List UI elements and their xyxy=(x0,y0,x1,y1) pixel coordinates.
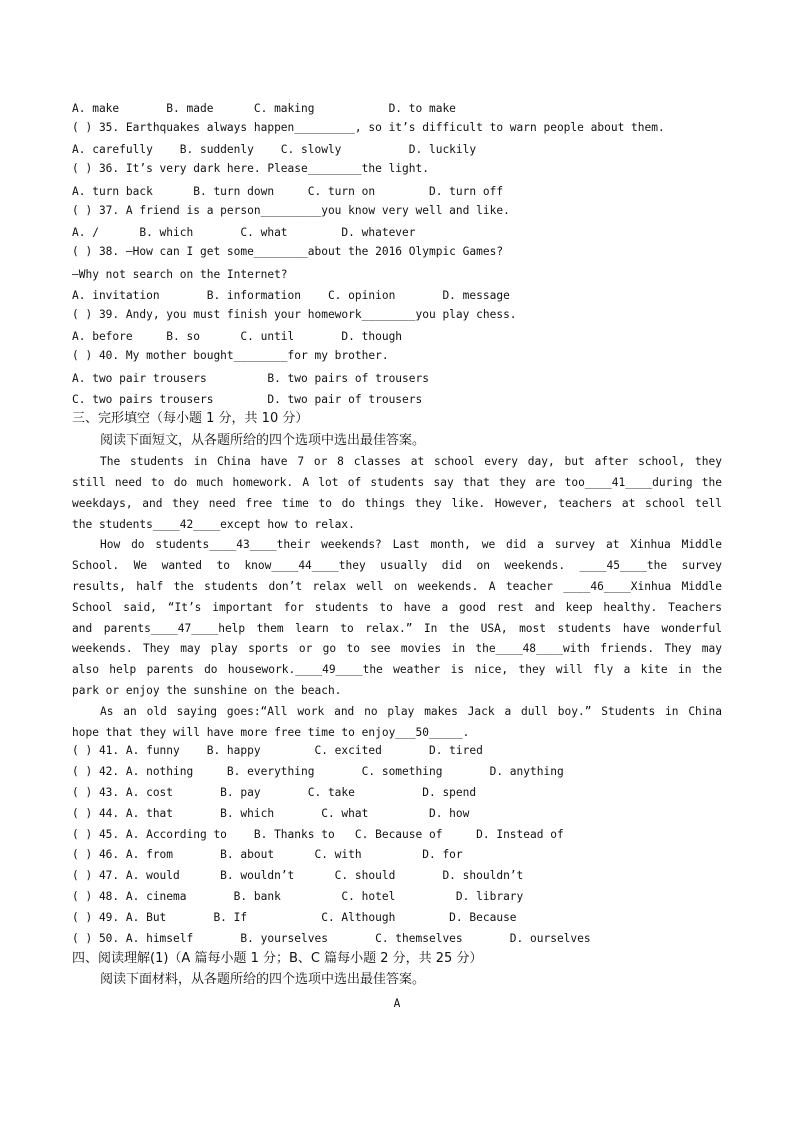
passage-line: weekdays, and they need free time to do things they like. However, teachers at school tell xyxy=(72,497,722,510)
passage-line: also help parents do housework.____49____the weather is nice, they will fly a kite in the xyxy=(72,663,722,676)
passage-line: still need to do much homework. A lot of students say that they are too____41____during the xyxy=(72,476,722,489)
passage-line: the students____42____except how to relax. xyxy=(72,518,355,531)
cloze-option-row: ( ) 43. A. cost B. pay C. take D. spend xyxy=(72,786,477,799)
q37-options: A. / B. which C. what D. whatever xyxy=(72,226,416,239)
q38-stem: ( ) 38. —How can I get some________about the 2016 Olympic Games? xyxy=(72,245,504,258)
q38-options: A. invitation B. information C. opinion D. message xyxy=(72,289,510,302)
passage-line: hope that they will have more free time to enjoy___50_____. xyxy=(72,726,470,739)
q39-stem: ( ) 39. Andy, you must finish your homework________you play chess. xyxy=(72,308,517,321)
passage-a-label: A xyxy=(393,997,401,1010)
passage-line: The students in China have 7 or 8 classes at school every day, but after school, they xyxy=(100,455,722,468)
passage-line: How do students____43____their weekends? Last month, we did a survey at Xinhua Middle xyxy=(100,538,722,551)
q35-options: A. carefully B. suddenly C. slowly D. luckily xyxy=(72,143,477,156)
cloze-option-row: ( ) 41. A. funny B. happy C. excited D. tired xyxy=(72,744,483,757)
cloze-option-row: ( ) 47. A. would B. wouldn’t C. should D. shouldn’t xyxy=(72,869,524,882)
passage-line: and parents____47____help them learn to relax.” In the USA, most students have wonderful xyxy=(72,622,722,635)
cloze-option-row: ( ) 44. A. that B. which C. what D. how xyxy=(72,807,470,820)
passage-line: results, half the students don’t relax well on weekends. A teacher ____46____Xinhua Middle xyxy=(72,580,722,593)
section3-title: 三、完形填空（每小题 1 分，共 10 分） xyxy=(72,411,309,426)
q36-stem: ( ) 36. It’s very dark here. Please________the light. xyxy=(72,162,429,175)
q34-options: A. make B. made C. making D. to make xyxy=(72,102,456,115)
passage-line: weekends. They may play sports or go to see movies in the____48____with friends. They may xyxy=(72,642,722,655)
q35-stem: ( ) 35. Earthquakes always happen_________, so it’s difficult to warn people about them. xyxy=(72,121,665,134)
q40-options-1: A. two pair trousers B. two pairs of trousers xyxy=(72,372,429,385)
q37-stem: ( ) 37. A friend is a person_________you know very well and like. xyxy=(72,204,510,217)
cloze-option-row: ( ) 48. A. cinema B. bank C. hotel D. library xyxy=(72,890,524,903)
section4-title: 四、阅读理解(1)（A 篇每小题 1 分；B、C 篇每小题 2 分，共 25 分） xyxy=(72,951,483,966)
q40-options-2: C. two pairs trousers D. two pair of trousers xyxy=(72,393,423,406)
cloze-option-row: ( ) 45. A. According to B. Thanks to C. Because of D. Instead of xyxy=(72,828,564,841)
passage-line: School. We wanted to know____44____they usually did on weekends. ____45____the survey xyxy=(72,559,722,572)
passage-line: As an old saying goes:“All work and no play makes Jack a dull boy.” Students in China xyxy=(100,705,722,718)
cloze-option-row: ( ) 49. A. But B. If C. Although D. Because xyxy=(72,911,517,924)
q39-options: A. before B. so C. until D. though xyxy=(72,330,403,343)
section3-instruction: 阅读下面短文，从各题所给的四个选项中选出最佳答案。 xyxy=(100,433,426,448)
cloze-option-row: ( ) 50. A. himself B. yourselves C. themselves D. ourselves xyxy=(72,932,591,945)
passage-line: park or enjoy the sunshine on the beach. xyxy=(72,684,342,697)
passage-line: School said, “It’s important for students to have a good rest and keep healthy. Teachers xyxy=(72,601,722,614)
q38-line2: —Why not search on the Internet? xyxy=(72,268,288,281)
q40-stem: ( ) 40. My mother bought________for my brother. xyxy=(72,349,389,362)
q36-options: A. turn back B. turn down C. turn on D. turn off xyxy=(72,185,504,198)
cloze-option-row: ( ) 42. A. nothing B. everything C. something D. anything xyxy=(72,765,564,778)
cloze-option-row: ( ) 46. A. from B. about C. with D. for xyxy=(72,848,463,861)
section4-instruction: 阅读下面材料，从各题所给的四个选项中选出最佳答案。 xyxy=(100,972,426,987)
